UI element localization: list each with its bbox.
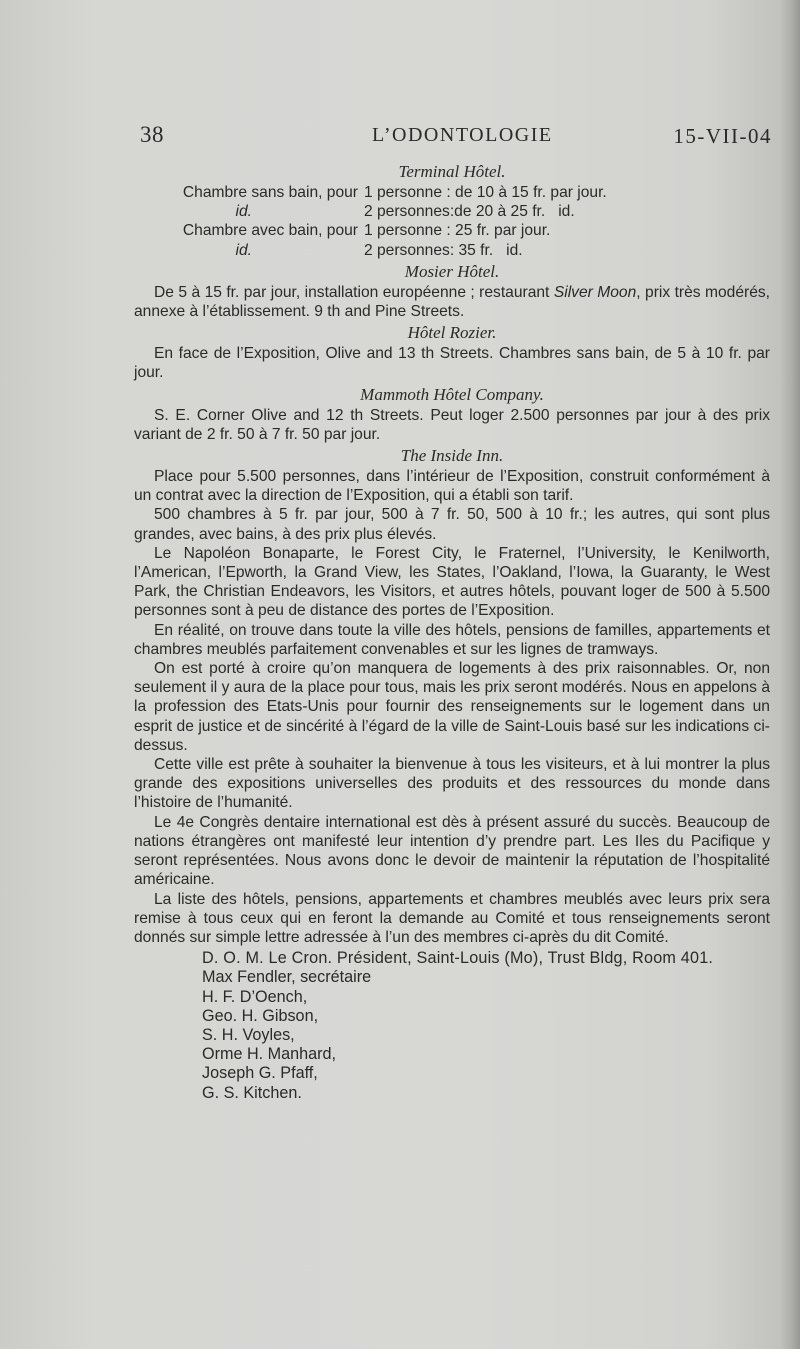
issue-date: 15-VII-04 [673,124,772,148]
paragraph: 500 chambres à 5 fr. par jour, 500 à 7 fr. 50, 500 à 10 fr.; les autres, qui sont plus grandes, avec bains, à des prix plus élevés. [134,506,770,543]
committee-member: Orme H. Manhard, [202,1045,337,1064]
page-edge-shadow [780,0,800,1349]
paragraph: En réalité, on trouve dans toute la ville des hôtels, pensions de familles, appartements et chambres meublés parfaitement convenables et sur les lignes de tramways. [134,621,770,658]
paragraph: Place pour 5.500 personnes, dans l’intérieur de l’Exposition, construit conformément à un contrat avec la direction de l’Exposition, qui a établi son tarif. [134,468,770,505]
rate-row [134,221,770,240]
rate-row-value: 1 personne : 25 fr. par jour. [364,222,551,240]
article-body [134,160,770,1103]
committee-member: S. H. Voyles, [202,1025,295,1044]
paragraph: Le Napoléon Bonaparte, le Forest City, le Fraternel, l’University, le Kenilworth, l’American, l’Epworth, la Grand View, les States, l’Oakland, l’Iowa, la Guaranty, le West Park, the Christian Endeavors, les Visitors, et autres hôtels, pouvant loger de 500 à 5.500 personnes sont à peu de distance des portes de l’Exposition. [134,544,770,620]
rate-row [134,183,770,202]
committee-member: Geo. H. Gibson, [202,1006,319,1025]
terminal-hotel-rates [134,183,770,260]
committee-member: Joseph G. Pfaff, [202,1064,318,1083]
paragraph: On est porté à croire qu’on manquera de logements à des prix raisonnables. Or, non seulement il y aura de la place pour tous, mais les prix seront modérés. Nous en appelons à la profession des Etats-Unis pour fournir des renseignements sur le logement dans un esprit de justice et de sincérité à l’égard de la ville de Saint-Louis basé sur les indications ci-dessus. [134,660,770,754]
committee-members [134,968,770,1102]
paragraph: La liste des hôtels, pensions, appartements et chambres meublés avec leurs prix sera remise à tous ceux qui en feront la demande au Comité et tous renseignements seront donnés sur simple lettre adressée à l’un des membres ci-après du dit Comité. [134,890,770,946]
heading-rozier-hotel: Hôtel Rozier. [407,323,497,343]
rate-row-value: 2 personnes:de 20 à 25 fr. id. [364,203,575,221]
rate-row [134,202,770,221]
paragraph-mosier-hotel [134,283,770,321]
paragraph: Le 4e Congrès dentaire international est dès à présent assuré du succès. Beaucoup de nations étrangères ont manifesté leur intention d’y prendre part. Les Iles du Pacifique y seront représentées. Nous avons donc le devoir de maintenir la réputation de l’hospitalité américaine. [134,813,770,889]
journal-title: L’ODONTOLOGIE [372,124,553,146]
mosier-restaurant-name: Silver Moon [553,283,637,301]
rate-row-label: id. [235,203,252,221]
rate-row-label: Chambre avec bain, pour [182,222,358,240]
heading-terminal-hotel: Terminal Hôtel. [398,162,506,181]
rate-row-value: 2 personnes: 35 fr. id. [364,241,523,259]
rate-row-label: Chambre sans bain, pour [182,184,358,201]
mosier-text-b: , prix très modérés, annexe à l’établissement. 9 th and Pine Streets. [134,283,771,321]
rate-row-value: 1 personne : de 10 à 15 fr. par jour. [364,184,607,201]
committee-member: Max Fendler, secrétaire [202,968,372,987]
committee-member: H. F. D’Oench, [202,987,308,1006]
committee-member: G. S. Kitchen. [202,1083,302,1102]
heading-mammoth-hotel: Mammoth Hôtel Company. [360,384,544,404]
heading-inside-inn: The Inside Inn. [400,446,504,466]
rate-row [134,241,770,260]
paragraph-mammoth-hotel: S. E. Corner Olive and 12 th Streets. Peut loger 2.500 personnes par jour à des prix variant de 2 fr. 50 à 7 fr. 50 par jour. [134,406,770,443]
running-header [140,118,772,154]
page-number: 38 [140,122,164,147]
rate-row-label: id. [235,241,252,259]
committee-president: D. O. M. Le Cron. Président, Saint-Louis (Mo), Trust Bldg, Room 401. [202,949,714,968]
paragraph: Cette ville est prête à souhaiter la bienvenue à tous les visiteurs, et à lui montrer la plus grande des expositions universelles des produits et des ressources du monde dans l’histoire de l’humanité. [134,756,770,812]
heading-mosier-hotel: Mosier Hôtel. [404,261,500,281]
paragraph-rozier-hotel: En face de l’Exposition, Olive and 13 th Streets. Chambres sans bain, de 5 à 10 fr. par jour. [134,345,770,382]
mosier-text-a: De 5 à 15 fr. par jour, installation européenne ; restaurant [154,283,554,301]
